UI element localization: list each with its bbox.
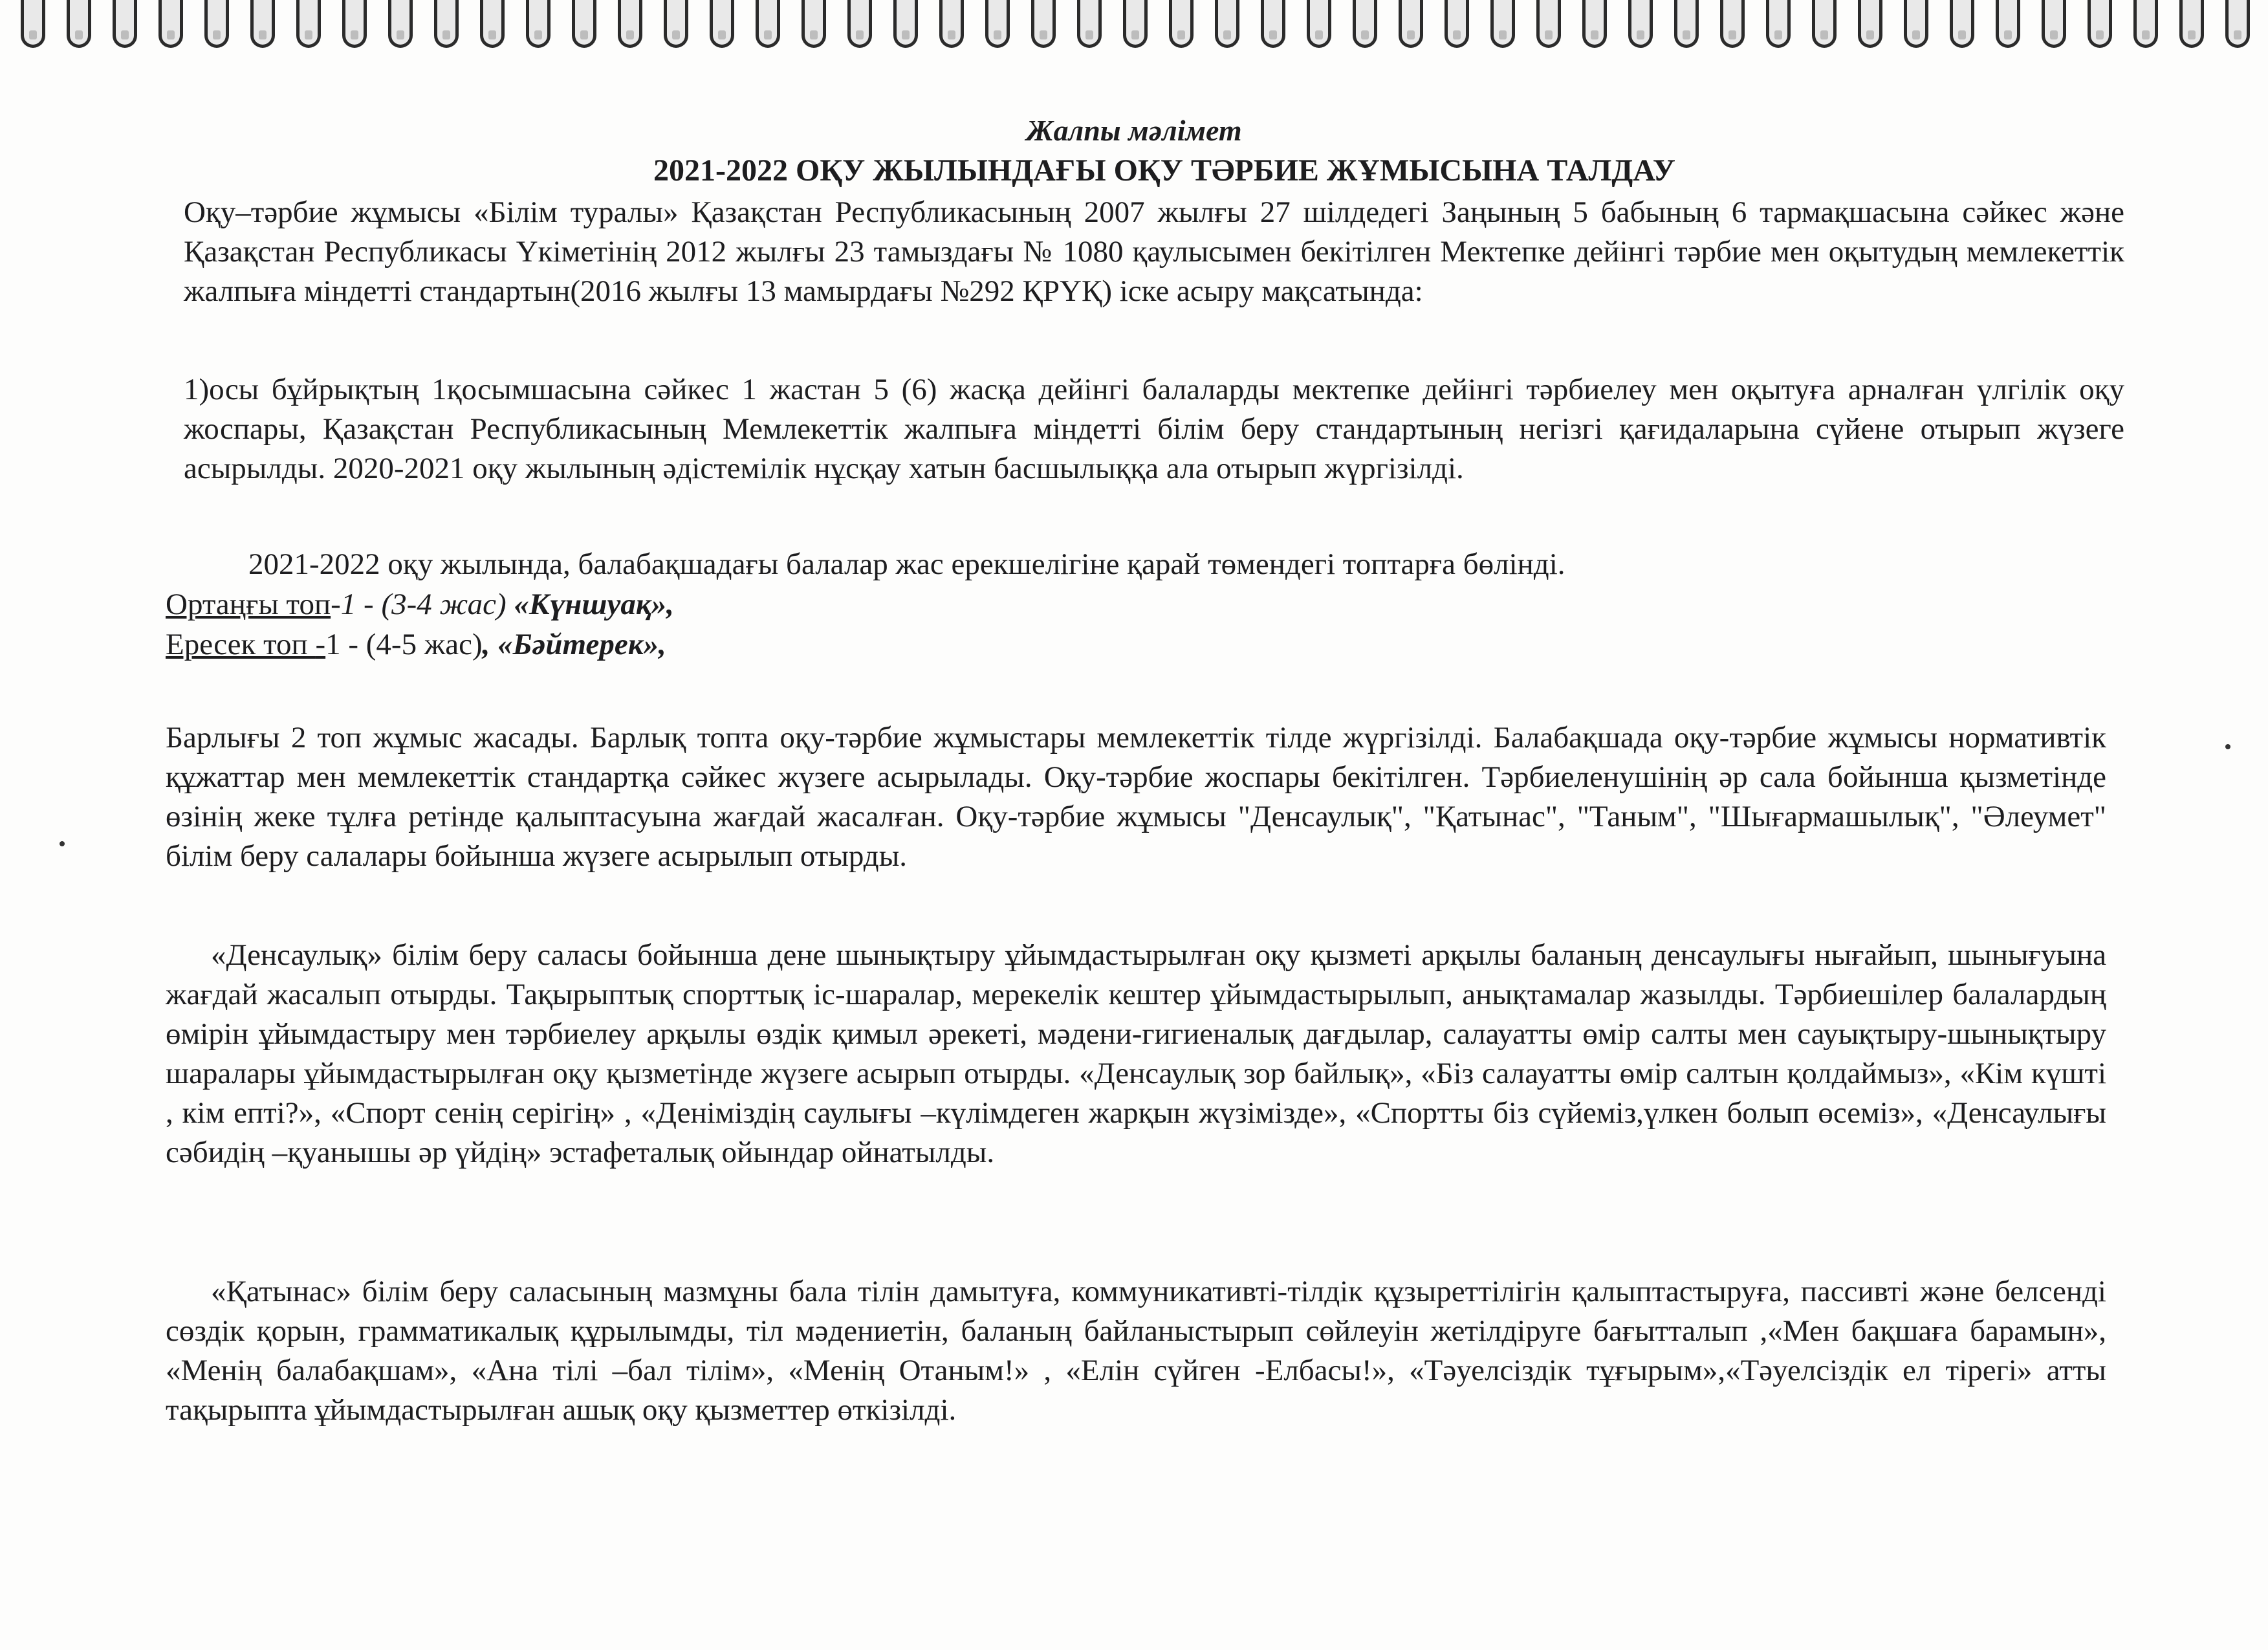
paragraph-intro: Оқу–тәрбие жұмысы «Білім туралы» Қазақстан Республикасының 2007 жылғы 27 шілдедегі Заңының 5 бабының 6 тармақшасына сәйкес және Қазақстан Республикасы Үкіметінің 2012 жылғы 23 тамыздағы № 1080 қаулысымен бекітілген Мектепке дейінгі тәрбие мен оқытудың мемлекеттік жалпыға міндетті стандартын(2016 жылғы 13 мамырдағы №292 ҚРҮҚ) іске асыру мақсатында: [184,195,2124,308]
binding-ring [985,0,1010,48]
binding-ring [664,0,688,48]
binding-ring [1215,0,1239,48]
scan-speck [60,841,65,846]
binding-ring [204,0,229,48]
spiral-binding [0,0,2268,54]
binding-ring [1904,0,1928,48]
binding-ring [1399,0,1423,48]
binding-ring [526,0,551,48]
paragraph-order: 1)осы бұйрықтың 1қосымшасына сәйкес 1 жастан 5 (6) жасқа дейінгі балаларды мектепке дейінгі тәрбиелеу мен оқытуға арналған үлгілік оқу жоспары, Қазақстан Республикасының Мемлекеттік жалпыға міндетті білім беру стандартының негізгі қағидаларына сүйене отырып жүзеге асырылды. 2020-2021 оқу жылының әдістемілік нұсқау хатын басшылыққа ала отырып жүргізілді. [184,373,2124,485]
binding-ring [388,0,413,48]
binding-ring [1628,0,1653,48]
binding-ring [2225,0,2250,48]
binding-ring [1720,0,1745,48]
binding-ring [21,0,45,48]
binding-ring [756,0,780,48]
group-label: Ересек топ [166,628,316,661]
paragraph-health: «Денсаулық» білім беру саласы бойынша дене шынықтыру ұйымдастырылған оқу қызметі арқылы баланың денсаулығы нығайып, шынығуына жағдай жасалып отырды. Тақырыптық спорттық іс-шаралар, мерекелік кештер ұйымдастырылып, анықтамалар жазылды. Тәрбиешілер балалардың өмірін ұйымдастыру мен тәрбиелеу арқылы өздік қимыл әрекеті, мәдени-гигиеналық дағдылар, салауатты өмір салты мен сауықтыру-шынықтыру шаралары ұйымдастырылған оқу қызметінде жүзеге асырып отырды. «Денсаулық зор байлық», «Біз салауатты өмір салтын қолдаймыз», «Кім күшті , кім епті?», «Спорт сенің серігің» , «Деніміздің саулығы –күлімдеген жарқын жүзімізде», «Спортты біз сүйеміз,үлкен болып өсеміз», «Денсаулығы сәбидің –қуанышы әр үйдің» эстафеталық ойындар ойнатылды. [166,938,2106,1169]
binding-ring [939,0,964,48]
binding-ring [893,0,918,48]
binding-ring [113,0,137,48]
binding-ring [1123,0,1148,48]
binding-ring [1445,0,1469,48]
binding-ring [572,0,596,48]
group-detail: 1 - (3-4 жас) [340,588,514,621]
page-heading: Жалпы мәлімет [1026,114,1242,147]
binding-ring [2042,0,2066,48]
binding-ring [1077,0,1102,48]
binding-ring [1261,0,1285,48]
binding-ring [1169,0,1194,48]
binding-ring [1766,0,1791,48]
binding-ring [250,0,275,48]
group-detail: 1 - (4-5 жас) [325,628,483,661]
group-label: Ортаңғы топ [166,588,331,621]
group-separator: - [315,628,326,661]
binding-ring [1996,0,2020,48]
group-name: , «Бәйтерек», [482,628,666,661]
group-separator: - [331,588,341,621]
binding-ring [1950,0,1974,48]
scan-speck [2225,744,2230,749]
binding-ring [1858,0,1882,48]
group-name: «Күншуақ», [514,588,674,621]
binding-ring [1674,0,1699,48]
group-line-middle [166,585,674,624]
paragraph-communication: «Қатынас» білім беру саласының мазмұны бала тілін дамытуға, коммуникативті-тілдік құзыреттілігін қалыптастыруға, пассивті және белсенді сөздік қорын, грамматикалық құрылымды, тіл мәдениетін, баланың байланыстырып сөйлеуін жетілдіруге бағытталып ,«Мен бақшаға барамын», «Менің балабақшам», «Ана тілі –бал тілім», «Менің Отаным!» , «Елін сүйген -Елбасы!», «Тәуелсіздік тұғырым»,«Тәуелсіздік ел тірегі» атты тақырыпта ұйымдастырылған ашық оқу қызметтер өткізілді. [166,1275,2106,1427]
binding-ring [1812,0,1837,48]
binding-ring [1353,0,1377,48]
binding-ring [2133,0,2158,48]
binding-ring [2179,0,2204,48]
binding-ring [296,0,321,48]
binding-ring [434,0,459,48]
page-title: 2021-2022 ОҚУ ЖЫЛЫНДАҒЫ ОҚУ ТӘРБИЕ ЖҰМЫСЫНА ТАЛДАУ [653,153,1675,188]
binding-ring [710,0,734,48]
binding-ring [1031,0,1056,48]
binding-ring [480,0,505,48]
binding-ring [1307,0,1331,48]
binding-ring [1582,0,1607,48]
binding-ring [618,0,642,48]
binding-ring [801,0,826,48]
group-line-senior [166,625,666,665]
binding-ring [847,0,872,48]
paragraph-groups-intro: 2021-2022 оқу жылында, балабақшадағы балалар жас ерекшелігіне қарай төмендегі топтарға бөлінді. [248,547,1565,581]
paragraph-total: Барлығы 2 топ жұмыс жасады. Барлық топта оқу-тәрбие жұмыстары мемлекеттік тілде жүргізілді. Балабақшада оқу-тәрбие жұмысы нормативтік құжаттар мен мемлекеттік стандартқа сәйкес жүзеге асырылады. Оқу-тәрбие жоспары бекітілген. Тәрбиеленушінің әр сала бойынша қызметінде өзінің жеке тұлға ретінде қалыптасуына жағдай жасалған. Оқу-тәрбие жұмысы "Денсаулық", "Қатынас", "Таным", "Шығармашылық", "Әлеумет" білім беру салалары бойынша жүзеге асырылып отырды. [166,721,2106,873]
binding-ring [2088,0,2112,48]
binding-ring [67,0,91,48]
binding-ring [342,0,367,48]
binding-ring [1490,0,1515,48]
binding-ring [158,0,183,48]
binding-ring [1536,0,1561,48]
